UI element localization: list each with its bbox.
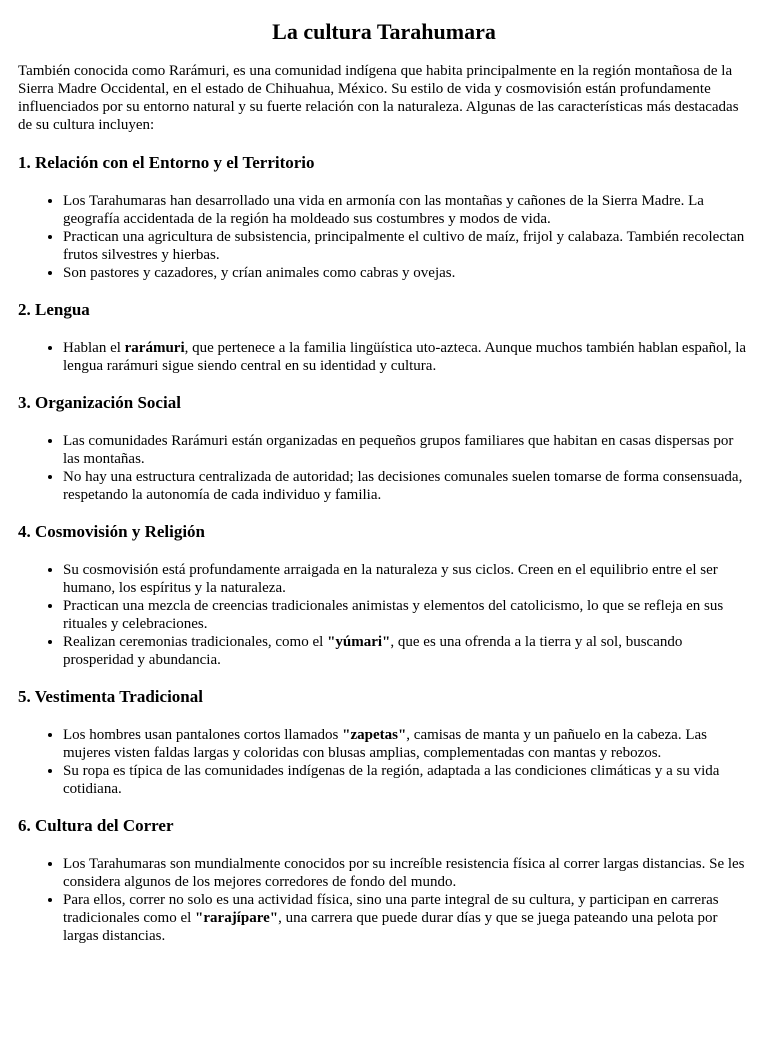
list-item [63, 432, 750, 468]
bold-term: "rarajípare" [195, 910, 279, 926]
list-item-text: Practican una agricultura de subsistencia, principalmente el cultivo de maíz, frijol y calabaza. También recolectan frutos silvestres y hierbas. [63, 229, 745, 263]
sections-container [18, 152, 750, 945]
section-list [18, 192, 750, 282]
list-item-text: , que es una ofrenda a la tierra y al sol, buscando prosperidad y abundancia. [63, 634, 683, 668]
list-item-text: Son pastores y cazadores, y crían animales como cabras y ovejas. [63, 265, 456, 281]
list-item [63, 726, 750, 762]
list-item-text: Realizan ceremonias tradicionales, como el [63, 634, 328, 650]
section-list [18, 561, 750, 669]
list-item-text: Las comunidades Rarámuri están organizadas en pequeños grupos familiares que habitan en casas dispersas por las montañas. [63, 433, 734, 467]
bold-term: "zapetas" [342, 727, 407, 743]
list-item-text: Hablan el [63, 340, 125, 356]
section-list [18, 432, 750, 504]
list-item-text: Su ropa es típica de las comunidades indígenas de la región, adaptada a las condiciones climáticas y a su vida cotidiana. [63, 763, 720, 797]
section-heading: 6. Cultura del Correr [18, 816, 174, 835]
list-item [63, 339, 750, 375]
list-item-text: Los Tarahumaras son mundialmente conocidos por su increíble resistencia física al correr largas distancias. Se les considera algunos de los mejores corredores de fondo del mundo. [63, 856, 745, 890]
section-heading: 3. Organización Social [18, 393, 181, 412]
page-title: La cultura Tarahumara [272, 19, 496, 44]
section-heading: 5. Vestimenta Tradicional [18, 687, 203, 706]
list-item [63, 468, 750, 504]
list-item [63, 633, 750, 669]
list-item-text: Los Tarahumaras han desarrollado una vida en armonía con las montañas y cañones de la Sierra Madre. La geografía accidentada de la región ha moldeado sus costumbres y modos de vida. [63, 193, 704, 227]
list-item [63, 264, 750, 282]
list-item [63, 192, 750, 228]
section-list [18, 855, 750, 945]
document-page [0, 19, 768, 945]
section-heading: 4. Cosmovisión y Religión [18, 522, 206, 541]
list-item [63, 561, 750, 597]
section-heading: 2. Lengua [18, 300, 90, 319]
bold-term: "yúmari" [327, 634, 391, 650]
intro-paragraph: También conocida como Rarámuri, es una comunidad indígena que habita principalmente en la región montañosa de la Sierra Madre Occidental, en el estado de Chihuahua, México. Su estilo de vida y cosmovisión están profundamente influenciados por su entorno natural y su fuerte relación con la naturaleza. Algunas de las características más destacadas de su cultura incluyen: [18, 63, 739, 133]
list-item [63, 891, 750, 945]
section-heading: 1. Relación con el Entorno y el Territorio [18, 153, 315, 172]
list-item-text: Su cosmovisión está profundamente arraigada en la naturaleza y sus ciclos. Creen en el equilibrio entre el ser humano, los espíritus y la naturaleza. [63, 562, 718, 596]
list-item [63, 597, 750, 633]
section-list [18, 339, 750, 375]
list-item-text: , camisas de manta y un pañuelo en la cabeza. Las mujeres visten faldas largas y coloridas con blusas amplias, complementadas con mantas y rebozos. [63, 727, 707, 761]
list-item-text: , una carrera que puede durar días y que se juega pateando una pelota por largas distancias. [63, 910, 718, 944]
bold-term: rarámuri [124, 340, 185, 356]
list-item [63, 855, 750, 891]
list-item-text: Practican una mezcla de creencias tradicionales animistas y elementos del catolicismo, lo que se refleja en sus rituales y celebraciones. [63, 598, 724, 632]
list-item-text: Para ellos, correr no solo es una actividad física, sino una parte integral de su cultura, y participan en carreras tradicionales como el [63, 892, 719, 926]
list-item-text: No hay una estructura centralizada de autoridad; las decisiones comunales suelen tomarse de forma consensuada, respetando la autonomía de cada individuo y familia. [63, 469, 743, 503]
list-item [63, 762, 750, 798]
list-item-text: Los hombres usan pantalones cortos llamados [63, 727, 343, 743]
list-item [63, 228, 750, 264]
list-item-text: , que pertenece a la familia lingüística uto-azteca. Aunque muchos también hablan español, la lengua rarámuri sigue siendo central en su identidad y cultura. [63, 340, 747, 374]
section-list [18, 726, 750, 798]
